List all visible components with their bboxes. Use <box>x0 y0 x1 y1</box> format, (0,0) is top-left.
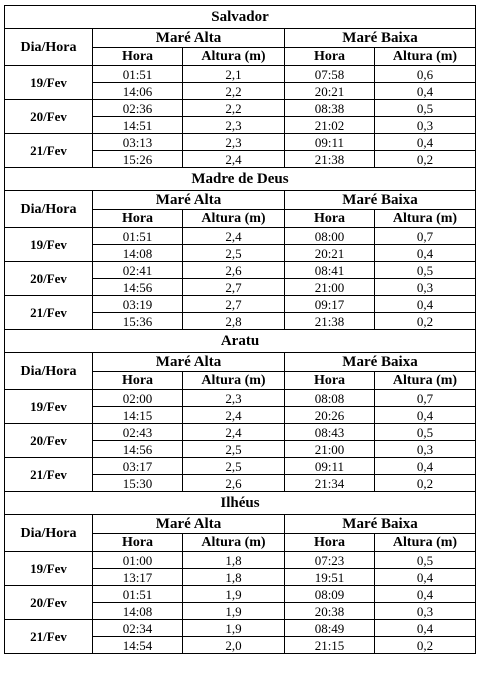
location-title-row <box>5 492 476 515</box>
baixa-altura-cell: 0,4 <box>375 620 476 637</box>
day-label: 19/Fev <box>5 66 93 100</box>
alta-hora-header: Hora <box>93 48 183 66</box>
alta-altura-cell: 1,9 <box>183 603 285 620</box>
baixa-altura-cell: 0,3 <box>375 603 476 620</box>
alta-hora-cell: 02:36 <box>93 100 183 117</box>
day-label: 20/Fev <box>5 100 93 134</box>
alta-altura-cell: 2,2 <box>183 100 285 117</box>
day-label: 20/Fev <box>5 262 93 296</box>
baixa-hora-cell: 08:41 <box>285 262 375 279</box>
baixa-altura-cell: 0,4 <box>375 569 476 586</box>
group-header-row <box>5 353 476 372</box>
alta-hora-cell: 02:34 <box>93 620 183 637</box>
alta-altura-cell: 2,7 <box>183 296 285 313</box>
baixa-altura-cell: 0,4 <box>375 83 476 100</box>
alta-hora-header: Hora <box>93 534 183 552</box>
day-label: 21/Fev <box>5 620 93 654</box>
alta-hora-cell: 15:26 <box>93 151 183 168</box>
day-label: 21/Fev <box>5 458 93 492</box>
alta-altura-cell: 1,8 <box>183 552 285 569</box>
baixa-altura-cell: 0,5 <box>375 262 476 279</box>
table-row <box>5 586 476 603</box>
alta-hora-cell: 01:51 <box>93 66 183 83</box>
baixa-hora-cell: 21:38 <box>285 151 375 168</box>
alta-altura-cell: 2,3 <box>183 134 285 151</box>
baixa-hora-header: Hora <box>285 372 375 390</box>
alta-hora-cell: 14:56 <box>93 279 183 296</box>
alta-hora-cell: 02:41 <box>93 262 183 279</box>
baixa-altura-cell: 0,2 <box>375 313 476 330</box>
baixa-hora-cell: 20:21 <box>285 245 375 262</box>
alta-altura-cell: 2,5 <box>183 245 285 262</box>
alta-hora-cell: 01:51 <box>93 586 183 603</box>
baixa-altura-header: Altura (m) <box>375 372 476 390</box>
alta-hora-cell: 14:15 <box>93 407 183 424</box>
baixa-hora-cell: 09:11 <box>285 134 375 151</box>
alta-altura-header: Altura (m) <box>183 48 285 66</box>
baixa-hora-cell: 07:58 <box>285 66 375 83</box>
alta-altura-header: Altura (m) <box>183 372 285 390</box>
table-row <box>5 66 476 83</box>
location-name: Salvador <box>5 6 476 29</box>
day-label: 20/Fev <box>5 424 93 458</box>
dia-hora-header: Dia/Hora <box>5 191 93 228</box>
alta-altura-cell: 2,3 <box>183 390 285 407</box>
table-row <box>5 620 476 637</box>
alta-altura-cell: 2,5 <box>183 441 285 458</box>
alta-hora-cell: 01:00 <box>93 552 183 569</box>
baixa-altura-cell: 0,2 <box>375 151 476 168</box>
baixa-hora-cell: 08:08 <box>285 390 375 407</box>
baixa-hora-cell: 08:09 <box>285 586 375 603</box>
baixa-hora-cell: 21:00 <box>285 279 375 296</box>
alta-altura-cell: 2,0 <box>183 637 285 654</box>
baixa-altura-header: Altura (m) <box>375 534 476 552</box>
alta-altura-header: Altura (m) <box>183 210 285 228</box>
baixa-hora-cell: 21:34 <box>285 475 375 492</box>
alta-altura-cell: 2,4 <box>183 407 285 424</box>
location-name: Aratu <box>5 330 476 353</box>
alta-altura-cell: 2,5 <box>183 458 285 475</box>
table-row <box>5 552 476 569</box>
alta-hora-cell: 14:06 <box>93 83 183 100</box>
tide-table-container <box>4 5 475 654</box>
baixa-altura-cell: 0,4 <box>375 458 476 475</box>
dia-hora-header: Dia/Hora <box>5 29 93 66</box>
alta-altura-cell: 1,8 <box>183 569 285 586</box>
alta-altura-cell: 2,4 <box>183 424 285 441</box>
alta-altura-cell: 2,4 <box>183 151 285 168</box>
dia-hora-header: Dia/Hora <box>5 515 93 552</box>
baixa-altura-cell: 0,7 <box>375 228 476 245</box>
baixa-altura-cell: 0,4 <box>375 586 476 603</box>
alta-hora-header: Hora <box>93 210 183 228</box>
baixa-altura-cell: 0,4 <box>375 245 476 262</box>
tide-table-body <box>5 6 476 654</box>
location-name: Ilhéus <box>5 492 476 515</box>
baixa-hora-header: Hora <box>285 48 375 66</box>
baixa-hora-cell: 08:00 <box>285 228 375 245</box>
day-label: 19/Fev <box>5 552 93 586</box>
alta-altura-cell: 2,3 <box>183 117 285 134</box>
alta-hora-cell: 02:00 <box>93 390 183 407</box>
location-title-row <box>5 168 476 191</box>
location-name: Madre de Deus <box>5 168 476 191</box>
baixa-altura-cell: 0,5 <box>375 552 476 569</box>
mare-baixa-header: Maré Baixa <box>285 515 476 534</box>
day-label: 21/Fev <box>5 134 93 168</box>
day-label: 21/Fev <box>5 296 93 330</box>
alta-hora-cell: 03:13 <box>93 134 183 151</box>
alta-hora-cell: 01:51 <box>93 228 183 245</box>
baixa-altura-cell: 0,5 <box>375 424 476 441</box>
baixa-altura-cell: 0,7 <box>375 390 476 407</box>
baixa-altura-header: Altura (m) <box>375 48 476 66</box>
baixa-hora-cell: 20:21 <box>285 83 375 100</box>
mare-alta-header: Maré Alta <box>93 515 285 534</box>
baixa-altura-cell: 0,2 <box>375 475 476 492</box>
baixa-hora-cell: 21:38 <box>285 313 375 330</box>
baixa-altura-header: Altura (m) <box>375 210 476 228</box>
alta-altura-cell: 1,9 <box>183 586 285 603</box>
baixa-hora-cell: 08:43 <box>285 424 375 441</box>
mare-alta-header: Maré Alta <box>93 191 285 210</box>
alta-altura-cell: 2,2 <box>183 83 285 100</box>
mare-alta-header: Maré Alta <box>93 29 285 48</box>
baixa-hora-header: Hora <box>285 534 375 552</box>
mare-baixa-header: Maré Baixa <box>285 353 476 372</box>
table-row <box>5 390 476 407</box>
baixa-altura-cell: 0,4 <box>375 407 476 424</box>
alta-hora-cell: 03:19 <box>93 296 183 313</box>
alta-altura-cell: 2,4 <box>183 228 285 245</box>
baixa-hora-cell: 08:49 <box>285 620 375 637</box>
alta-hora-cell: 14:54 <box>93 637 183 654</box>
alta-altura-cell: 2,7 <box>183 279 285 296</box>
alta-hora-header: Hora <box>93 372 183 390</box>
baixa-hora-cell: 21:15 <box>285 637 375 654</box>
baixa-altura-cell: 0,3 <box>375 441 476 458</box>
table-row <box>5 100 476 117</box>
alta-hora-cell: 14:08 <box>93 245 183 262</box>
alta-altura-cell: 2,1 <box>183 66 285 83</box>
baixa-hora-cell: 07:23 <box>285 552 375 569</box>
baixa-altura-cell: 0,4 <box>375 134 476 151</box>
alta-hora-cell: 14:51 <box>93 117 183 134</box>
baixa-hora-cell: 20:38 <box>285 603 375 620</box>
baixa-hora-cell: 09:11 <box>285 458 375 475</box>
alta-altura-header: Altura (m) <box>183 534 285 552</box>
group-header-row <box>5 191 476 210</box>
baixa-hora-cell: 19:51 <box>285 569 375 586</box>
group-header-row <box>5 29 476 48</box>
alta-hora-cell: 15:36 <box>93 313 183 330</box>
baixa-altura-cell: 0,5 <box>375 100 476 117</box>
baixa-hora-cell: 08:38 <box>285 100 375 117</box>
alta-hora-cell: 03:17 <box>93 458 183 475</box>
alta-hora-cell: 02:43 <box>93 424 183 441</box>
day-label: 19/Fev <box>5 228 93 262</box>
table-row <box>5 134 476 151</box>
table-row <box>5 296 476 313</box>
dia-hora-header: Dia/Hora <box>5 353 93 390</box>
baixa-hora-cell: 21:00 <box>285 441 375 458</box>
alta-altura-cell: 2,8 <box>183 313 285 330</box>
baixa-hora-header: Hora <box>285 210 375 228</box>
baixa-hora-cell: 20:26 <box>285 407 375 424</box>
table-row <box>5 424 476 441</box>
day-label: 20/Fev <box>5 586 93 620</box>
alta-hora-cell: 13:17 <box>93 569 183 586</box>
table-row <box>5 262 476 279</box>
mare-baixa-header: Maré Baixa <box>285 29 476 48</box>
baixa-altura-cell: 0,2 <box>375 637 476 654</box>
table-row <box>5 228 476 245</box>
group-header-row <box>5 515 476 534</box>
alta-hora-cell: 14:56 <box>93 441 183 458</box>
mare-baixa-header: Maré Baixa <box>285 191 476 210</box>
alta-altura-cell: 1,9 <box>183 620 285 637</box>
alta-hora-cell: 14:08 <box>93 603 183 620</box>
tide-table <box>4 5 476 654</box>
baixa-altura-cell: 0,3 <box>375 117 476 134</box>
baixa-altura-cell: 0,4 <box>375 296 476 313</box>
alta-altura-cell: 2,6 <box>183 262 285 279</box>
baixa-hora-cell: 09:17 <box>285 296 375 313</box>
day-label: 19/Fev <box>5 390 93 424</box>
table-row <box>5 458 476 475</box>
alta-hora-cell: 15:30 <box>93 475 183 492</box>
baixa-altura-cell: 0,3 <box>375 279 476 296</box>
location-title-row <box>5 330 476 353</box>
location-title-row <box>5 6 476 29</box>
baixa-altura-cell: 0,6 <box>375 66 476 83</box>
baixa-hora-cell: 21:02 <box>285 117 375 134</box>
alta-altura-cell: 2,6 <box>183 475 285 492</box>
mare-alta-header: Maré Alta <box>93 353 285 372</box>
